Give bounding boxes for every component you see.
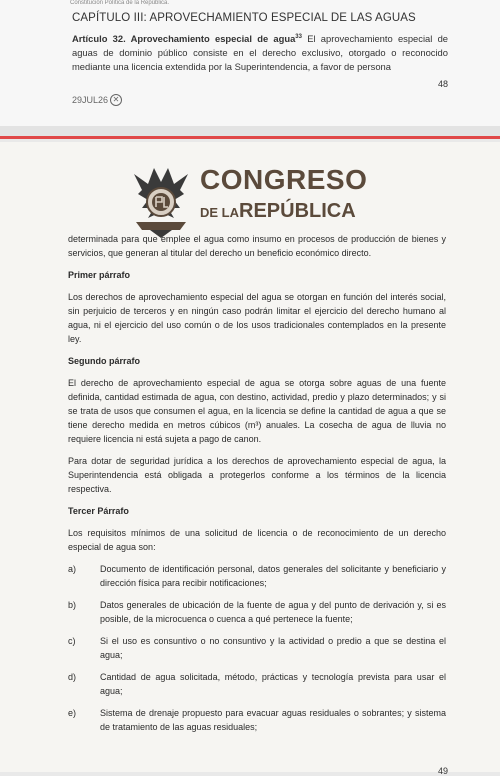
intro-paragraph: determinada para que emplee el agua como insumo en procesos de producción de bienes y servicios, que generan al titular del derecho un beneficio económico directo. bbox=[68, 234, 446, 258]
page-49 bbox=[0, 142, 500, 776]
requirements-list bbox=[68, 562, 446, 734]
paragraph-3: Para dotar de seguridad jurídica a los derechos de aprovechamiento especial de agua, la Superintendencia está obligada a protegerlos conforme a los términos de la licencia respectiva. bbox=[68, 456, 446, 494]
page-number-49: 49 bbox=[437, 766, 448, 776]
list-item: a) Documento de identificación personal, datos generales del solicitante y beneficiario y dirección física para recibir notificaciones; bbox=[68, 564, 446, 588]
chapter-title: CAPÍTULO III: APROVECHAMIENTO ESPECIAL DE LAS AGUAS bbox=[72, 12, 416, 24]
circled-x-icon: ✕ bbox=[110, 94, 122, 106]
cut-off-text: Constitución Política de la República. bbox=[70, 0, 170, 6]
paragraph-4: Los requisitos mínimos de una solicitud de licencia o de reconocimiento de un derecho especial de agua son: bbox=[68, 528, 446, 552]
logo-de-la: DE LA bbox=[200, 205, 239, 220]
paragraph-1: Los derechos de aprovechamiento especial del agua se otorgan en función del interés social, sin perjuicio de terceros y en ningún caso podrán limitar el ejercicio del derecho humano al agua, ni el ejercicio del uso común o de los usos tradicionales contemplados en la presente ley. bbox=[68, 292, 446, 344]
list-item: c) Si el uso es consuntivo o no consuntivo y la actividad o predio a que se destina el agua; bbox=[68, 636, 446, 660]
article-32 bbox=[72, 30, 448, 74]
page-number-48: 48 bbox=[437, 79, 448, 89]
page-gap bbox=[0, 126, 500, 136]
article-footnote: 33 bbox=[295, 34, 302, 40]
page-48 bbox=[0, 0, 500, 126]
heading-primer-parrafo: Primer párrafo bbox=[68, 270, 131, 280]
logo-congreso: CONGRESO bbox=[200, 164, 368, 195]
logo-republica-word: REPÚBLICA bbox=[239, 200, 356, 222]
article-heading: Artículo 32. Aprovechamiento especial de agua bbox=[72, 33, 296, 45]
list-item: e) Sistema de drenaje propuesto para evacuar aguas residuales o sobrantes; y sistema de tratamiento de las aguas residuales; bbox=[68, 708, 446, 732]
list-item: d) Cantidad de agua solicitada, método, prácticas y tecnología prevista para usar el agua; bbox=[68, 672, 446, 696]
article-body bbox=[68, 232, 446, 742]
paragraph-2: El derecho de aprovechamiento especial de agua se otorga sobre aguas de una fuente definida, cantidad estimada de agua, con destino, actividad, predio y plazo determinados; y si se trata de usos que consumen el agua, en la licencia se define la cantidad de agua a que se tiene derecho medida en metros cúbicos (m³) anuales. La cosecha de agua de lluvia no requiere licencia ni está sujeta a pago de canon. bbox=[68, 378, 446, 444]
logo-republica bbox=[200, 200, 356, 223]
coat-of-arms-icon bbox=[128, 160, 194, 240]
congreso-logo bbox=[128, 160, 378, 242]
date-stamp bbox=[72, 94, 122, 106]
heading-segundo-parrafo: Segundo párrafo bbox=[68, 356, 141, 366]
heading-tercer-parrafo: Tercer Párrafo bbox=[68, 506, 129, 516]
stamp-text: 29JUL26 bbox=[72, 95, 109, 105]
list-item: b) Datos generales de ubicación de la fuente de agua y del punto de derivación y, si es posible, de la microcuenca o cuenca a qué pertenece la fuente; bbox=[68, 600, 446, 624]
page-top-rule bbox=[0, 136, 500, 139]
article-text: El aprovechamiento especial de aguas de dominio público consiste en el derecho exclusivo, otorgado o reconocido mediante una licencia extendida por la Superintendencia, a favor de persona bbox=[72, 33, 449, 73]
